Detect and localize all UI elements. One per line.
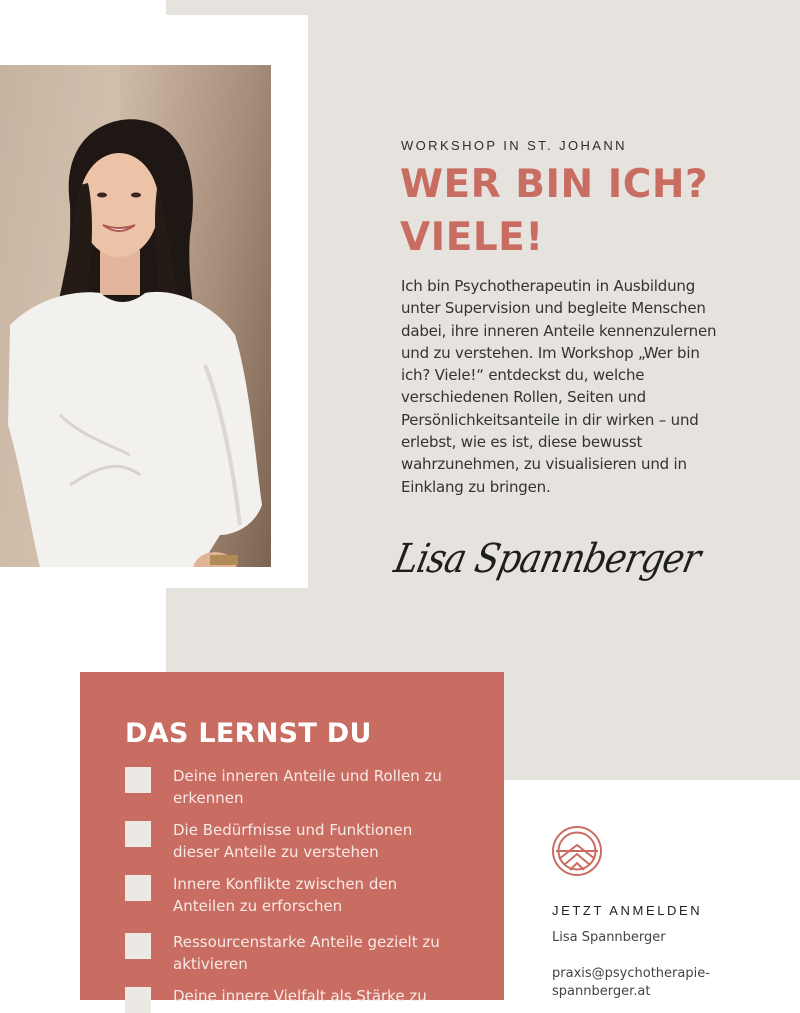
contact-email-link[interactable] bbox=[552, 965, 752, 1001]
portrait-photo bbox=[0, 65, 271, 567]
mountain-circle-logo-icon bbox=[551, 825, 603, 882]
checkbox-square-icon bbox=[125, 875, 151, 901]
workshop-subtitle: WORKSHOP IN ST. JOHANN bbox=[401, 138, 627, 153]
contact-name: Lisa Spannberger bbox=[552, 930, 666, 945]
headline-line-1: WER BIN ICH? bbox=[400, 162, 709, 207]
learn-item-text: Deine inneren Anteile und Rollen zu erkennen bbox=[173, 767, 442, 807]
checkbox-square-icon bbox=[125, 933, 151, 959]
page-headline bbox=[400, 158, 780, 264]
intro-paragraph: Ich bin Psychotherapeutin in Ausbildung unter Supervision und begleite Menschen dabei, ihre inneren Anteile kennenzulernen und zu verstehen. Im Workshop „Wer bin ich? Viele!“ entdeckst du, welche verschiedenen Rollen, Seiten und Persönlichkeitsanteile in dir wirken – und erlebst, wie es ist, diese bewusst wahrzunehmen, zu visualisieren und in Einklang zu bringen. bbox=[401, 277, 717, 496]
register-heading: JETZT ANMELDEN bbox=[552, 903, 703, 918]
signature: Lisa Spannberger bbox=[390, 536, 705, 582]
learn-section-title: DAS LERNST DU bbox=[125, 718, 372, 749]
learn-item-text: Deine innere Vielfalt als Stärke zu bbox=[173, 987, 427, 1005]
email-line-1: praxis@psychotherapie- bbox=[552, 966, 710, 981]
checkbox-square-icon bbox=[125, 987, 151, 1013]
checkbox-square-icon bbox=[125, 767, 151, 793]
photo-frame bbox=[0, 15, 308, 588]
learn-section bbox=[80, 672, 504, 1005]
learn-item-text: Ressourcenstarke Anteile gezielt zu aktivieren bbox=[173, 933, 440, 973]
email-line-2: spannberger.at bbox=[552, 984, 651, 999]
learn-item-text: Die Bedürfnisse und Funktionen dieser Anteile zu verstehen bbox=[173, 821, 413, 861]
checkbox-square-icon bbox=[125, 821, 151, 847]
learn-item-text: Innere Konflikte zwischen den Anteilen zu erforschen bbox=[173, 875, 398, 915]
headline-line-2: VIELE! bbox=[400, 215, 544, 260]
